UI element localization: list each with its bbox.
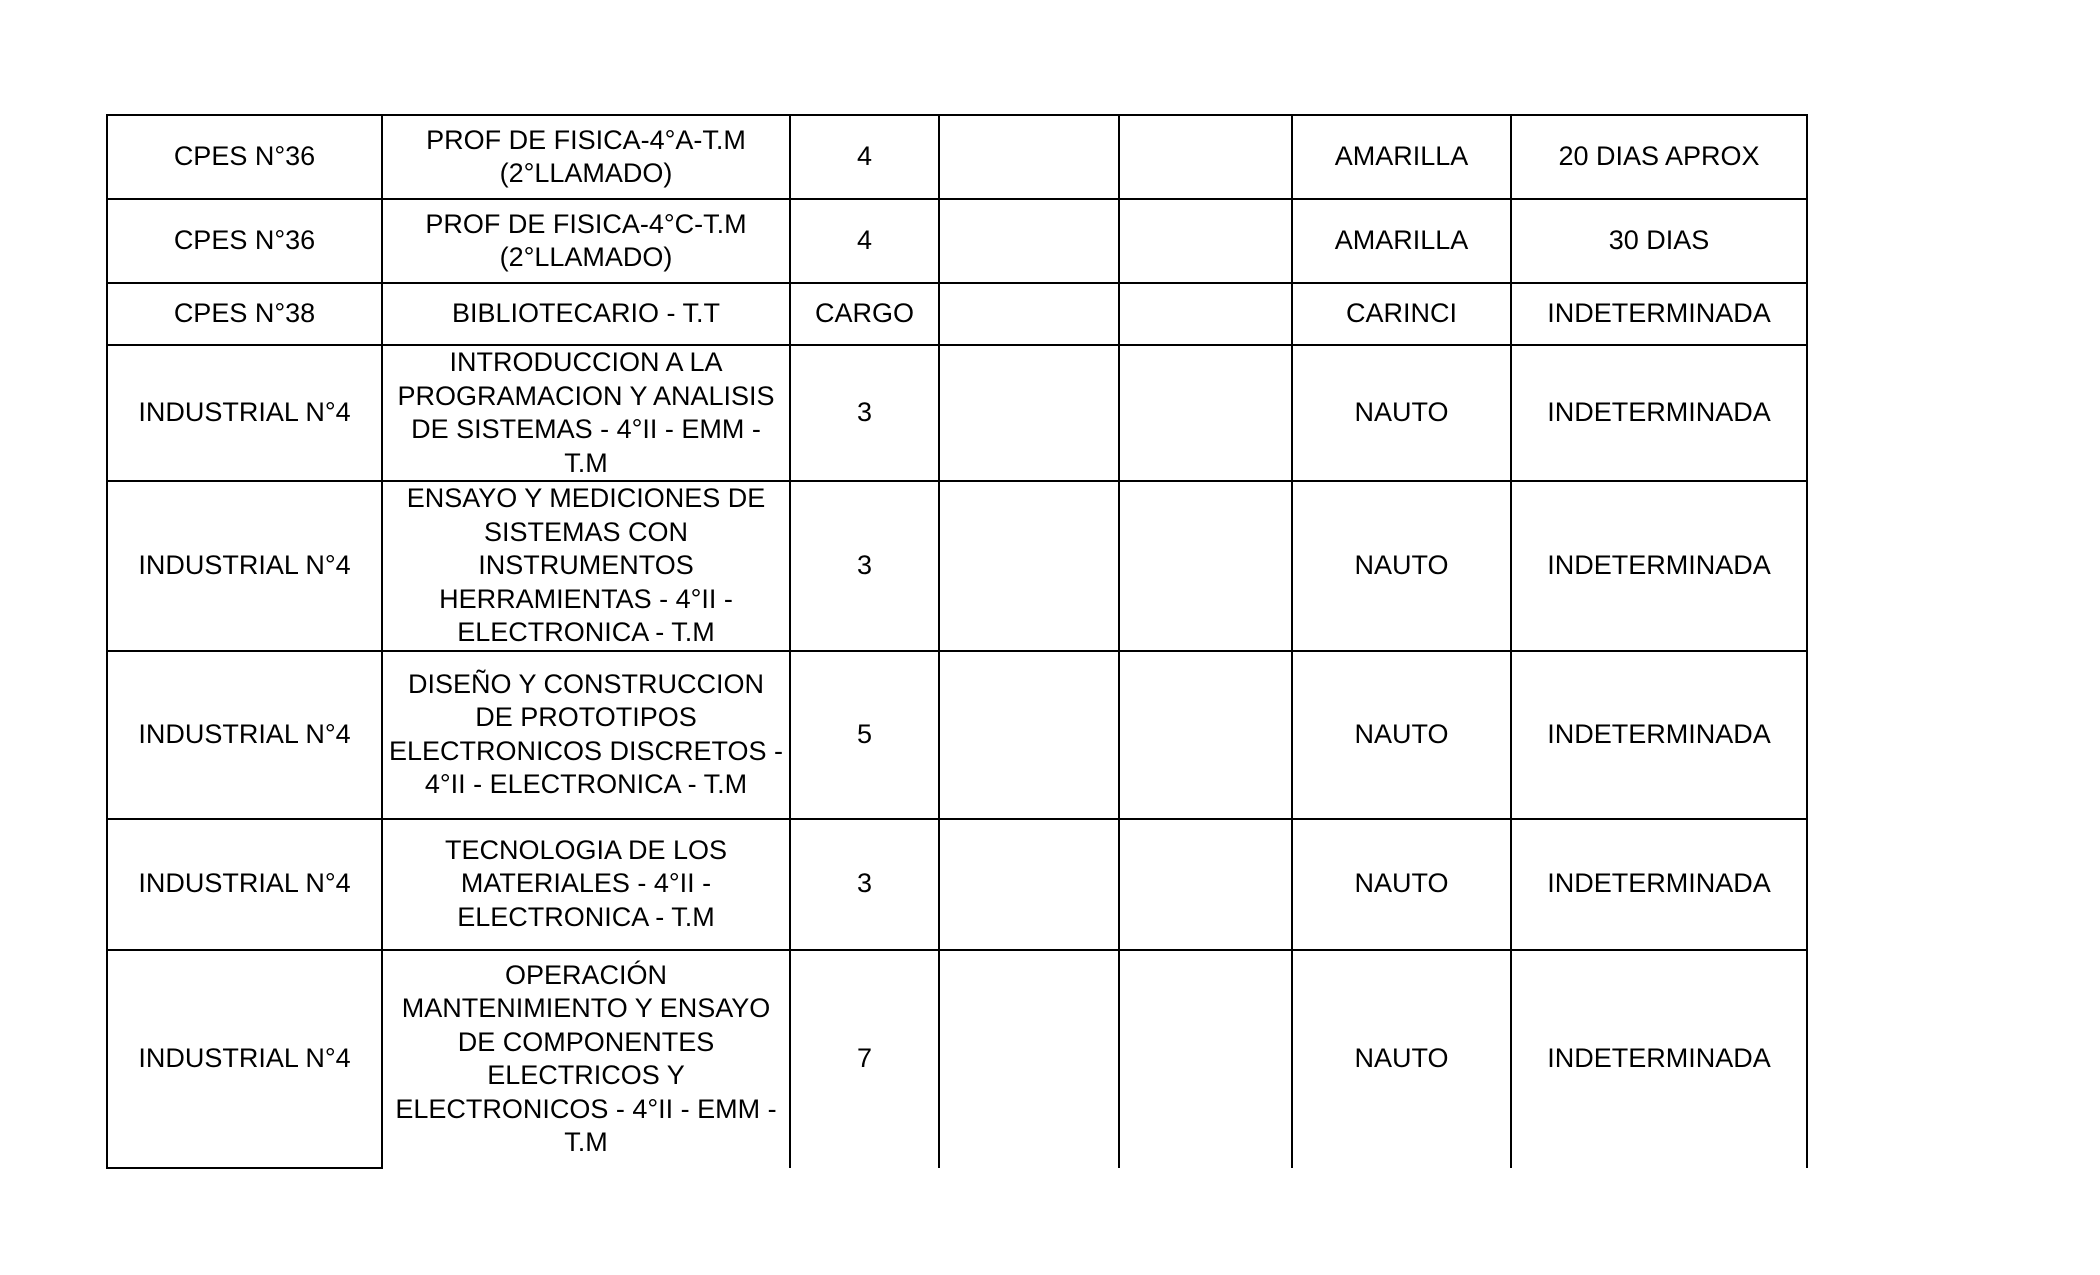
- table-row: [107, 481, 1807, 651]
- subject-line: T.M: [564, 1127, 608, 1157]
- cell-duration: 20 DIAS APROX: [1511, 115, 1807, 199]
- subject-line: INSTRUMENTOS: [478, 550, 694, 580]
- subject-line: ENSAYO Y MEDICIONES DE: [406, 483, 766, 513]
- subject-line: (2°LLAMADO): [499, 242, 673, 272]
- cell-school: INDUSTRIAL N°4: [107, 819, 382, 950]
- cell-status: NAUTO: [1292, 819, 1511, 950]
- cell-empty-5: [1119, 481, 1292, 651]
- cell-duration: INDETERMINADA: [1511, 819, 1807, 950]
- subject-line: BIBLIOTECARIO - T.T: [451, 298, 721, 329]
- cell-empty-4: [939, 651, 1119, 819]
- cell-school: INDUSTRIAL N°4: [107, 651, 382, 819]
- cell-hours: 4: [790, 115, 939, 199]
- cell-status: NAUTO: [1292, 481, 1511, 651]
- table-row: [107, 651, 1807, 819]
- cell-hours: CARGO: [790, 283, 939, 345]
- cell-school: INDUSTRIAL N°4: [107, 950, 382, 1168]
- cell-empty-4: [939, 345, 1119, 481]
- cell-status: AMARILLA: [1292, 115, 1511, 199]
- subject-line: ELECTRONICA - T.M: [457, 901, 715, 932]
- cell-status: NAUTO: [1292, 950, 1511, 1168]
- cell-duration: INDETERMINADA: [1511, 950, 1807, 1168]
- cell-hours: 7: [790, 950, 939, 1168]
- cell-school: CPES N°38: [107, 283, 382, 345]
- table-row: [107, 283, 1807, 345]
- cell-duration: INDETERMINADA: [1511, 651, 1807, 819]
- cell-empty-5: [1119, 345, 1292, 481]
- cell-subject: [382, 950, 790, 1168]
- cell-subject: [382, 283, 790, 345]
- cell-duration: INDETERMINADA: [1511, 345, 1807, 481]
- subject-line: INTRODUCCION A LA: [449, 347, 723, 377]
- subject-line: PROGRAMACION Y ANALISIS: [397, 380, 775, 411]
- cell-subject: [382, 481, 790, 651]
- subject-line: ELECTRONICOS - 4°II - EMM -: [395, 1093, 777, 1124]
- subject-line: SISTEMAS CON: [483, 516, 689, 547]
- cell-empty-4: [939, 199, 1119, 283]
- subject-line: OPERACIÓN: [504, 959, 668, 990]
- cell-empty-5: [1119, 199, 1292, 283]
- table-row: [107, 115, 1807, 199]
- cell-hours: 5: [790, 651, 939, 819]
- subject-line: PROF DE FISICA-4°C-T.M: [425, 208, 747, 239]
- cell-empty-5: [1119, 950, 1292, 1168]
- cell-hours: 3: [790, 481, 939, 651]
- subject-line: MATERIALES - 4°II -: [460, 868, 712, 899]
- subject-line: ELECTRONICA - T.M: [457, 617, 715, 647]
- subject-line: DE SISTEMAS - 4°II - EMM -: [411, 414, 761, 444]
- cell-status: AMARILLA: [1292, 199, 1511, 283]
- cell-empty-4: [939, 481, 1119, 651]
- table-row: [107, 950, 1807, 1168]
- cell-empty-4: [939, 819, 1119, 950]
- subject-line: 4°II - ELECTRONICA - T.M: [424, 769, 748, 799]
- subject-line: T.M: [564, 447, 608, 478]
- cell-empty-4: [939, 950, 1119, 1168]
- vacancies-table: [106, 114, 1808, 1169]
- cell-school: CPES N°36: [107, 199, 382, 283]
- cell-empty-4: [939, 283, 1119, 345]
- cell-status: NAUTO: [1292, 345, 1511, 481]
- table-body: [107, 115, 1807, 1168]
- subject-line: ELECTRONICOS DISCRETOS -: [388, 735, 784, 766]
- subject-line: ELECTRICOS Y: [487, 1060, 685, 1090]
- cell-duration: INDETERMINADA: [1511, 283, 1807, 345]
- subject-line: TECNOLOGIA DE LOS: [444, 834, 728, 865]
- cell-subject: [382, 199, 790, 283]
- cell-school: INDUSTRIAL N°4: [107, 345, 382, 481]
- cell-subject: [382, 345, 790, 481]
- table-row: [107, 345, 1807, 481]
- cell-empty-5: [1119, 651, 1292, 819]
- subject-line: PROF DE FISICA-4°A-T.M: [426, 124, 746, 155]
- subject-line: (2°LLAMADO): [499, 158, 673, 188]
- cell-subject: [382, 115, 790, 199]
- cell-subject: [382, 651, 790, 819]
- table-row: [107, 199, 1807, 283]
- cell-empty-5: [1119, 115, 1292, 199]
- subject-line: DE PROTOTIPOS: [475, 702, 697, 732]
- cell-status: NAUTO: [1292, 651, 1511, 819]
- cell-duration: INDETERMINADA: [1511, 481, 1807, 651]
- cell-duration: 30 DIAS: [1511, 199, 1807, 283]
- cell-hours: 4: [790, 199, 939, 283]
- cell-school: INDUSTRIAL N°4: [107, 481, 382, 651]
- cell-school: CPES N°36: [107, 115, 382, 199]
- cell-status: CARINCI: [1292, 283, 1511, 345]
- cell-empty-4: [939, 115, 1119, 199]
- subject-line: MANTENIMIENTO Y ENSAYO: [401, 993, 771, 1023]
- subject-line: DE COMPONENTES: [457, 1026, 715, 1057]
- table-row: [107, 819, 1807, 950]
- subject-line: DISEÑO Y CONSTRUCCION: [407, 668, 765, 699]
- cell-empty-5: [1119, 819, 1292, 950]
- cell-subject: [382, 819, 790, 950]
- cell-hours: 3: [790, 345, 939, 481]
- cell-hours: 3: [790, 819, 939, 950]
- cell-empty-5: [1119, 283, 1292, 345]
- subject-line: HERRAMIENTAS - 4°II -: [439, 583, 733, 614]
